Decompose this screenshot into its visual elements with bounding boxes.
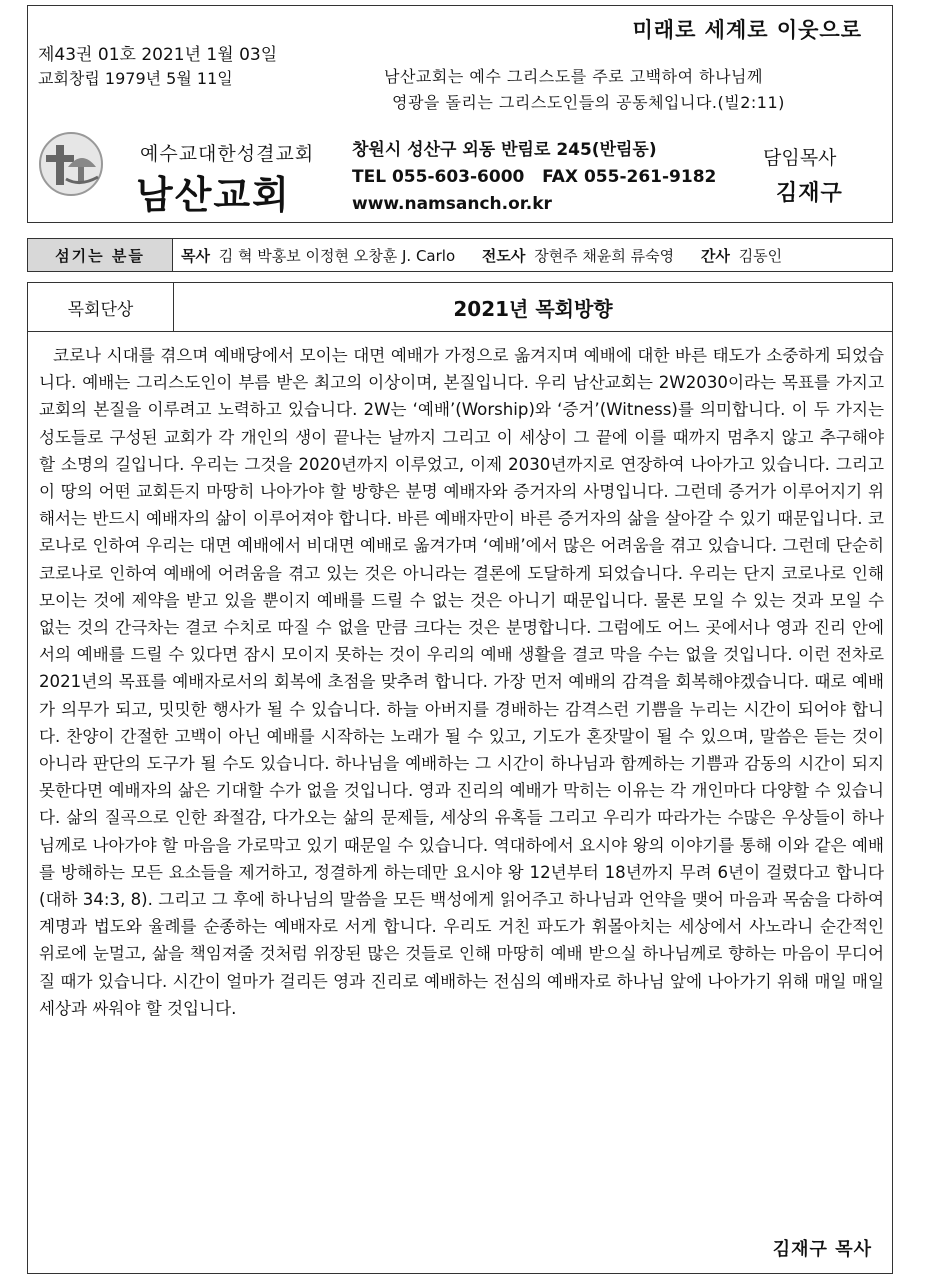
secretary-group: [701, 247, 782, 265]
senior-pastor-title: 담임목사: [763, 147, 837, 169]
evangelists-names: 장현주 채윤희 류숙영: [534, 246, 675, 265]
phone-fax: TEL 055-603-6000 FAX 055-261-9182: [352, 167, 717, 187]
pastors-label: 목사: [181, 246, 210, 265]
secretary-name: 김동인: [738, 246, 783, 265]
evangelists-label: 전도사: [481, 246, 526, 265]
senior-pastor-name: 김재구: [776, 181, 843, 206]
church-name: 남산교회: [136, 173, 291, 217]
denomination-logo-icon: [38, 131, 104, 197]
staff-label: 섬기는 분들: [28, 239, 173, 271]
denomination-name: 예수교대한성결교회: [140, 143, 315, 165]
evangelists-group: [482, 247, 674, 265]
volume-date: 제43권 01호 2021년 1월 03일: [38, 45, 278, 65]
bulletin-header: [27, 5, 893, 223]
column-body: 코로나 시대를 겪으며 예배당에서 모이는 대면 예배가 가정으로 옮겨지며 예배에 대한 바른 태도가 소중하게 되었습니다. 예배는 그리스도인이 부름 받은 최고의 이상이며, 본질입니다. 우리 남산교회는 2W2030이라는 목표를 가지고 교회의 본질을 이루려고 노력하고 있습니다. 2W는 ‘예배’(Worship)와 ‘증거’(Witness)를 의미합니다. 이 두 가지는 성도들로 구성된 교회가 각 개인의 생이 끝나는 날까지 그리고 이 세상이 그 끝에 이를 때까지 멈추지 않고 추구해야 할 소명의 길입니다. 우리는 그것을 2020년까지 이루었고, 이제 2030년까지로 연장하여 나아가고 있습니다. 그리고 이 땅의 어떤 교회든지 마땅히 나아가야 할 방향은 분명 예배자와 증거자의 사명입니다. 그런데 증거가 이루어지기 위해서는 반드시 예배자의 삶이 이루어져야 합니다. 바른 예배자만이 바른 증거자의 삶을 살아갈 수 있기 때문입니다. 코로나로 인하여 우리는 대면 예배에서 비대면 예배로 옮겨가며 ‘예배’에서 많은 어려움을 겪고 있습니다. 그런데 단순히 코로나로 인하여 예배에 어려움을 겪고 있는 것은 아니라는 결론에 도달하게 되었습니다. 우리는 단지 코로나로 인해 모이는 것에 제약을 받고 있을 뿐이지 예배를 드릴 수 없는 것은 아니기 때문입니다. 물론 모일 수 있는 것과 모일 수 없는 것의 간극차는 결코 수치로 따질 수 없을 만큼 크다는 것은 분명합니다. 그럼에도 어느 곳에서나 영과 진리 안에서의 예배를 드릴 수 있다면 잠시 모이지 못하는 것이 우리의 예배 생활을 결코 막을 수는 없을 것입니다. 이런 전차로 2021년의 목표를 예배자로서의 회복에 초점을 맞추려 합니다. 가장 먼저 예배의 감격을 회복해야겠습니다. 때로 예배가 의무가 되고, 밋밋한 행사가 될 수 있습니다. 하늘 아버지를 경배하는 감격스런 기쁨을 누리는 시간이 되어야 합니다. 찬양이 간절한 고백이 아닌 예배를 시작하는 노래가 될 수 있고, 기도가 혼잣말이 될 수 있으며, 말씀은 듣는 것이 아니라 판단의 도구가 될 수도 있습니다. 하나님을 예배하는 그 시간이 하나님과 함께하는 기쁨과 감동의 시간이 되지 못한다면 예배자의 삶은 기대할 수가 없을 것입니다. 영과 진리의 예배가 막히는 이유는 각 개인마다 다양할 수 있습니다. 삶의 질곡으로 인한 좌절감, 다가오는 삶의 문제들, 세상의 유혹들 그리고 우리가 따라가는 수많은 우상들이 하나님께로 나아가야 할 마음을 가로막고 있기 때문일 수 있습니다. 역대하에서 요시야 왕의 이야기를 통해 이와 같은 예배를 방해하는 모든 요소들을 제거하고, 정결하게 하는데만 요시야 왕 12년부터 18년까지 무려 6년이 걸렸다고 합니다(대하 34:3, 8). 그리고 그 후에 하나님의 말씀을 모든 백성에게 읽어주고 하나님과 언약을 맺어 마음과 목숨을 다하여 계명과 법도와 율례를 순종하는 예배자로 서게 합니다. 우리도 거친 파도가 휘몰아치는 세상에서 사노라니 순간적인 위로에 눈멀고, 삶을 책임져줄 것처럼 위장된 많은 것들로 인해 마땅히 예배 받으실 하나님께로 향하는 마음이 무디어질 때가 있습니다. 시간이 얼마가 걸리든 영과 진리로 예배하는 전심의 예배자로 하나님 앞에 나아가기 위해 매일 매일 세상과 싸워야 할 것입니다.: [39, 346, 885, 1018]
pastoral-column: [27, 282, 893, 1274]
church-identity: [384, 64, 785, 116]
pastors-names: 김 혁 박홍보 이정현 오창훈 J. Carlo: [218, 246, 456, 265]
staff-list: [173, 245, 782, 266]
column-title: 2021년 목회방향: [453, 296, 613, 321]
identity-line-1: 남산교회는 예수 그리스도를 주로 고백하여 하나님께: [384, 67, 763, 86]
staff-bar: [27, 238, 893, 272]
contact-info: [352, 137, 716, 218]
founding-date: 교회창립 1979년 5월 11일: [38, 69, 233, 88]
column-header: [28, 283, 892, 332]
column-label: 목회단상: [28, 283, 174, 331]
website-link[interactable]: www.namsanch.or.kr: [352, 194, 552, 214]
column-signature: 김재구 목사: [772, 1239, 872, 1260]
identity-line-2: 영광을 돌리는 그리스도인들의 공동체입니다.(빌2:11): [392, 93, 785, 112]
church-motto: 미래로 세계로 이웃으로: [632, 18, 862, 42]
pastors-group: [181, 247, 455, 265]
address: 창원시 성산구 외동 반림로 245(반림동): [352, 140, 657, 160]
secretary-label: 간사: [700, 246, 730, 265]
